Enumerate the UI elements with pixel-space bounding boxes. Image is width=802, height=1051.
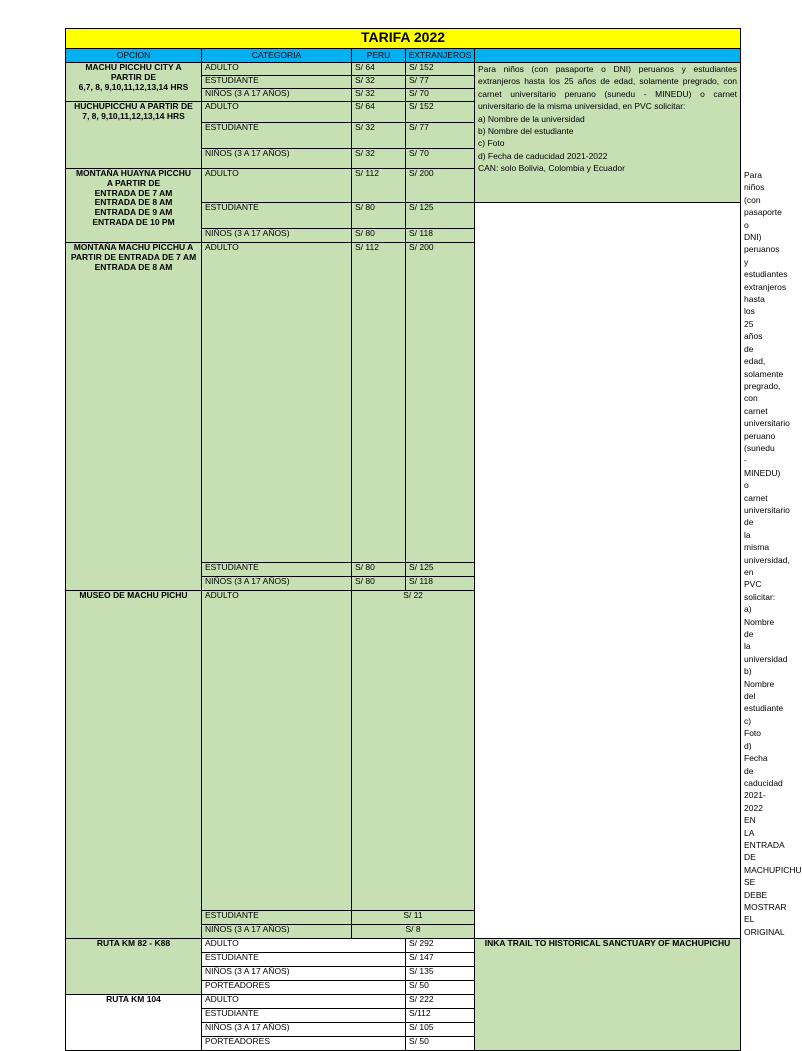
table-row — [66, 243, 741, 563]
price-cell: S/ 135 — [406, 967, 475, 981]
price-cell: S/ 147 — [406, 953, 475, 967]
option-montana-huayna-picchu: MONTAÑA HUAYNA PICCHU A PARTIR DE ENTRADA DE 7 AM ENTRADA DE 8 AM ENTRADA DE 9 AM ENTRADA DE 10 PM — [66, 169, 202, 243]
category-cell: NIÑOS (3 A 17 AÑOS) — [202, 925, 352, 939]
category-cell: ADULTO — [202, 939, 406, 953]
table-row — [66, 63, 741, 76]
price-cell: S/ 292 — [406, 939, 475, 953]
category-cell: ADULTO — [202, 169, 352, 203]
price-peru: S/ 112 — [352, 169, 406, 203]
category-cell: ADULTO — [202, 63, 352, 76]
price-extranjeros: S/ 70 — [406, 149, 475, 169]
header-blank — [475, 49, 741, 63]
option-museo-machu-pichu: MUSEO DE MACHU PICHU — [66, 591, 202, 939]
price-cell: S/ 105 — [406, 1023, 475, 1037]
category-cell: NIÑOS (3 A 17 AÑOS) — [202, 577, 352, 591]
category-cell: ESTUDIANTE — [202, 76, 352, 89]
table-row: MONTAÑA HUAYNA PICCHU A PARTIR DE ENTRADA DE 7 AM ENTRADA DE 8 AM ENTRADA DE 9 AM ENTRADA DE 10 PM ADULTO S/ 112 S/ 200 Para niños (con pasaporte o DNI) peruanos y estudiantes extranjeros hasta los 25 años de edad, solamente pregrado, con carnet universitario peruano (sunedu - MINEDU) o carnet universitario de la misma universidad, en PVC solicitar: a) Nombre de la universidad b) Nombre del estudiante c) Foto d) Fecha de caducidad 2021-2022 EN LA ENTRADA DE MACHUPICHU SE DEBE MOSTRAR EL ORIGINAL — [66, 169, 741, 203]
category-cell: ESTUDIANTE — [202, 123, 352, 149]
price-cell: S/ 222 — [406, 995, 475, 1009]
category-cell: ESTUDIANTE — [202, 563, 352, 577]
category-cell: ESTUDIANTE — [202, 953, 406, 967]
option-ruta-km-82: RUTA KM 82 - K88 — [66, 939, 202, 995]
inka-trail-note: INKA TRAIL TO HISTORICAL SANCTUARY OF MACHUPICHU — [475, 939, 741, 1051]
header-extranjeros: EXTRANJEROS — [406, 49, 475, 63]
price-extranjeros: S/ 152 — [406, 102, 475, 123]
category-cell: NIÑOS (3 A 17 AÑOS) — [202, 1023, 406, 1037]
category-cell: ADULTO — [202, 591, 352, 911]
price-peru: S/ 64 — [352, 102, 406, 123]
option-machu-picchu-city: MACHU PICCHU CITY A PARTIR DE 6,7, 8, 9,10,11,12,13,14 HRS — [66, 63, 202, 102]
price-peru: S/ 80 — [352, 203, 406, 229]
category-cell: NIÑOS (3 A 17 AÑOS) — [202, 229, 352, 243]
price-extranjeros: S/ 118 — [406, 577, 475, 591]
price-single: S/ 11 — [352, 911, 475, 925]
table-title: TARIFA 2022 — [66, 29, 741, 49]
table-row — [66, 591, 741, 911]
price-peru: S/ 112 — [352, 243, 406, 563]
price-peru: S/ 32 — [352, 76, 406, 89]
price-extranjeros: S/ 125 — [406, 563, 475, 577]
price-extranjeros: S/ 118 — [406, 229, 475, 243]
category-cell: ADULTO — [202, 243, 352, 563]
price-peru: S/ 64 — [352, 63, 406, 76]
category-cell: NIÑOS (3 A 17 AÑOS) — [202, 149, 352, 169]
price-extranjeros: S/ 152 — [406, 63, 475, 76]
category-cell: ESTUDIANTE — [202, 203, 352, 229]
price-single: S/ 22 — [352, 591, 475, 911]
header-opcion: OPCION — [66, 49, 202, 63]
category-cell: NIÑOS (3 A 17 AÑOS) — [202, 89, 352, 102]
category-cell: PORTEADORES — [202, 981, 406, 995]
price-extranjeros: S/ 200 — [406, 243, 475, 563]
tariff-table — [65, 28, 802, 1051]
price-cell: S/ 50 — [406, 1037, 475, 1051]
price-extranjeros: S/ 70 — [406, 89, 475, 102]
category-cell: ESTUDIANTE — [202, 1009, 406, 1023]
price-extranjeros: S/ 77 — [406, 76, 475, 89]
price-peru: S/ 32 — [352, 89, 406, 102]
category-cell: ADULTO — [202, 102, 352, 123]
price-peru: S/ 80 — [352, 229, 406, 243]
price-single: S/ 8 — [352, 925, 475, 939]
header-categoria: CATEGORIA — [202, 49, 352, 63]
price-extranjeros: S/ 125 — [406, 203, 475, 229]
price-peru: S/ 80 — [352, 577, 406, 591]
category-cell: NIÑOS (3 A 17 AÑOS) — [202, 967, 406, 981]
price-peru: S/ 32 — [352, 123, 406, 149]
category-cell: PORTEADORES — [202, 1037, 406, 1051]
price-peru: S/ 80 — [352, 563, 406, 577]
price-peru: S/ 32 — [352, 149, 406, 169]
price-cell: S/ 50 — [406, 981, 475, 995]
option-ruta-km-104: RUTA KM 104 — [66, 995, 202, 1051]
header-peru: PERU — [352, 49, 406, 63]
price-extranjeros: S/ 200 — [406, 169, 475, 203]
price-cell: S/112 — [406, 1009, 475, 1023]
category-cell: ADULTO — [202, 995, 406, 1009]
table-row — [66, 939, 741, 953]
price-extranjeros: S/ 77 — [406, 123, 475, 149]
option-montana-machu-picchu: MONTAÑA MACHU PICCHU A PARTIR DE ENTRADA DE 7 AM ENTRADA DE 8 AM — [66, 243, 202, 591]
option-huchupicchu: HUCHUPICCHU A PARTIR DE 7, 8, 9,10,11,12,13,14 HRS — [66, 102, 202, 169]
header-row — [66, 49, 741, 63]
category-cell: ESTUDIANTE — [202, 911, 352, 925]
student-requirements-note-1: Para niños (con pasaporte o DNI) peruanos y estudiantes extranjeros hasta los 25 años de edad, solamente pregrado, con carnet universitario peruano (sunedu - MINEDU) o carnet universitario de la misma universidad, en PVC solicitar: a) Nombre de la universidad b) Nombre del estudiante c) Foto d) Fecha de caducidad 2021-2022 CAN: solo Bolivia, Colombia y Ecuador — [475, 63, 741, 203]
